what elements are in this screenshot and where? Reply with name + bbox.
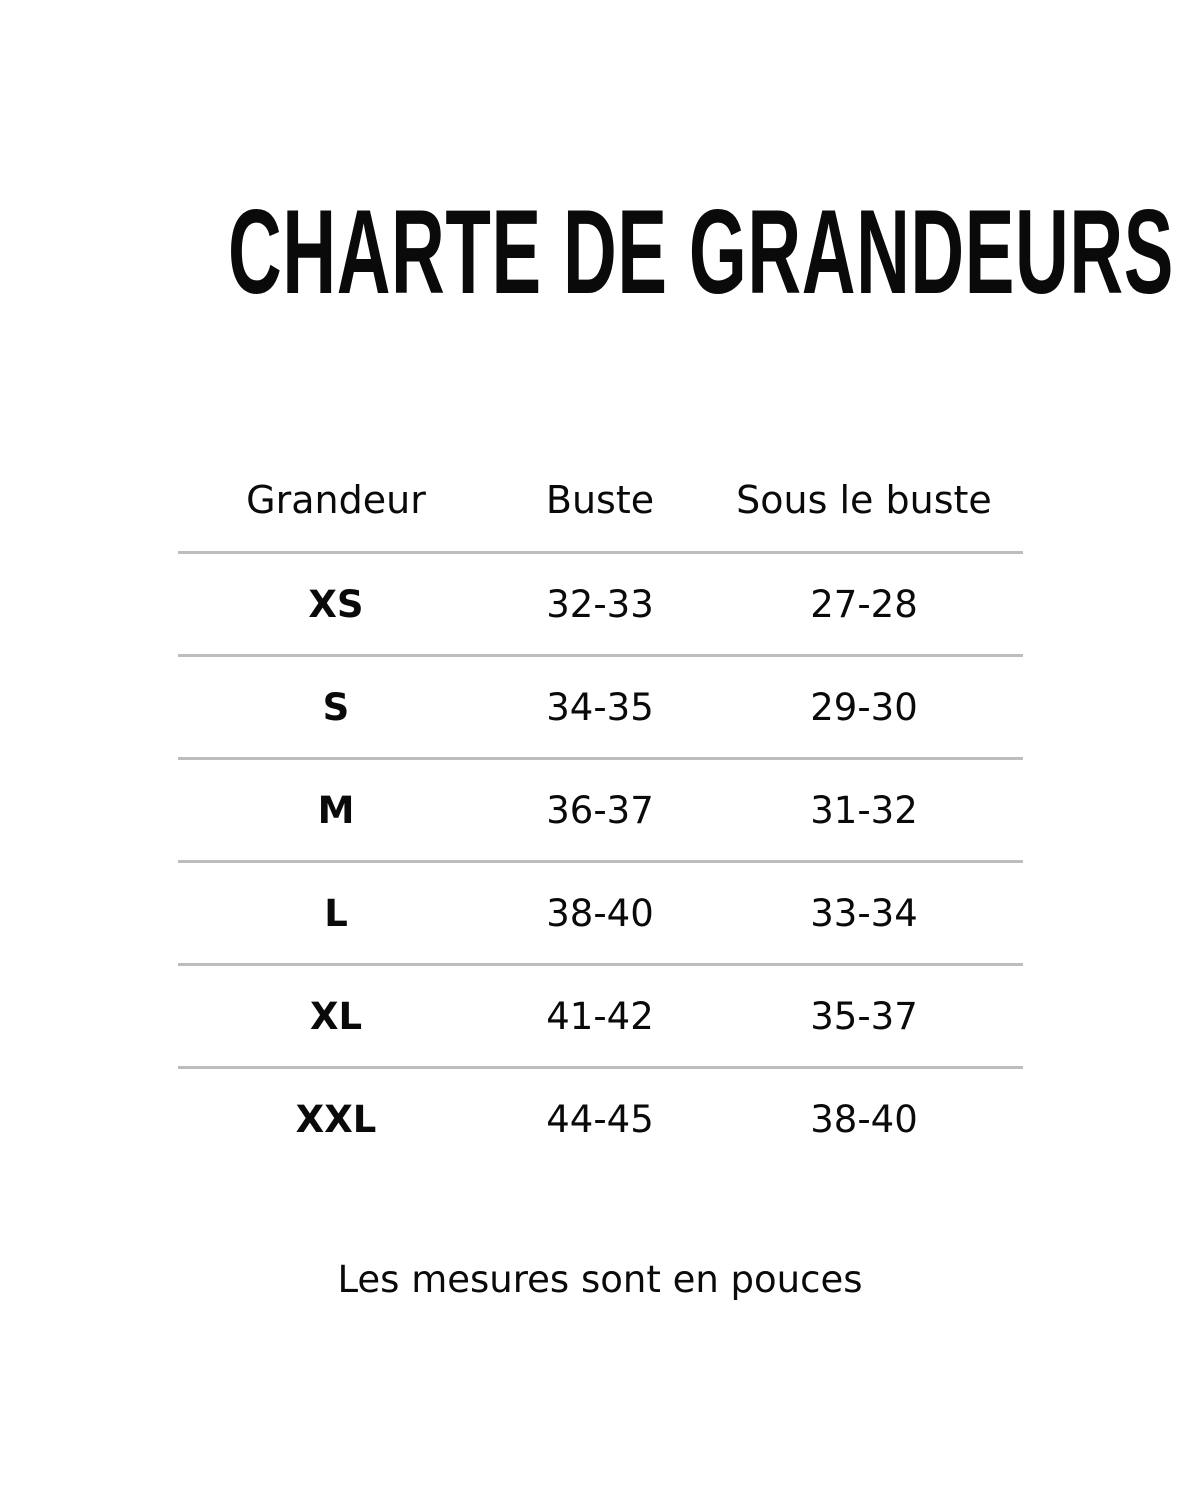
underbust-cell: 27-28 bbox=[810, 582, 918, 626]
underbust-cell: 35-37 bbox=[810, 994, 918, 1038]
bust-cell: 36-37 bbox=[546, 788, 654, 832]
bust-cell: 34-35 bbox=[546, 685, 654, 729]
units-footnote: Les mesures sont en pouces bbox=[337, 1258, 863, 1301]
table-header-row bbox=[178, 448, 1023, 554]
underbust-cell: 29-30 bbox=[810, 685, 918, 729]
table-row bbox=[178, 554, 1023, 657]
size-cell: XXL bbox=[295, 1097, 377, 1141]
size-chart-table bbox=[178, 448, 1023, 1169]
size-cell: L bbox=[324, 891, 348, 935]
size-cell: S bbox=[322, 685, 350, 729]
underbust-cell: 31-32 bbox=[810, 788, 918, 832]
table-row bbox=[178, 966, 1023, 1069]
underbust-cell: 38-40 bbox=[810, 1097, 918, 1141]
header-bust: Buste bbox=[545, 477, 655, 522]
header-size: Grandeur bbox=[246, 477, 426, 522]
underbust-cell: 33-34 bbox=[810, 891, 918, 935]
header-underbust: Sous le buste bbox=[736, 477, 992, 522]
bust-cell: 41-42 bbox=[546, 994, 654, 1038]
size-cell: XS bbox=[308, 582, 364, 626]
table-row bbox=[178, 760, 1023, 863]
bust-cell: 38-40 bbox=[546, 891, 654, 935]
size-cell: M bbox=[317, 788, 355, 832]
page-title: CHARTE DE GRANDEURS bbox=[228, 185, 1174, 319]
bust-cell: 44-45 bbox=[546, 1097, 654, 1141]
bust-cell: 32-33 bbox=[546, 582, 654, 626]
table-row bbox=[178, 657, 1023, 760]
table-row bbox=[178, 1069, 1023, 1169]
size-cell: XL bbox=[309, 994, 363, 1038]
table-row bbox=[178, 863, 1023, 966]
